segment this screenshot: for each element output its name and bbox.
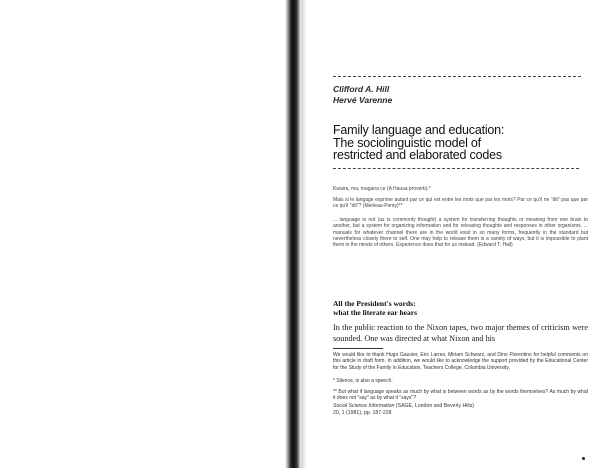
- book-spine: [285, 0, 301, 468]
- section-heading-line-2: what the literate ear hears: [333, 308, 418, 317]
- section-heading-line-1: All the President's words:: [333, 299, 416, 308]
- citation: [333, 403, 474, 417]
- footnote-1: * Silence, is also a speech.: [333, 378, 393, 384]
- author-1: Clifford A. Hill: [333, 84, 390, 94]
- section-heading: [333, 299, 417, 317]
- footnote-rule: [333, 348, 383, 349]
- top-rule: [333, 76, 581, 77]
- epigraph-french: Mais si le langage exprime autant par ce qui est entre les mots que par les mots? Par ce qu'il ne "dit" pas que par ce qu'il "dit"? (Merleau-Ponty)**: [333, 197, 588, 210]
- journal-publisher: (SAGE, London and Beverly Hills): [395, 403, 475, 409]
- author-2: Hervé Varenne: [333, 95, 393, 105]
- title-rule: [333, 168, 579, 169]
- journal-name: Social Science Information: [333, 403, 395, 409]
- footnote-2: ** But what if language speaks as much by what is between words as by the words themselves? As much by what it does not "say" as by what it "says"?: [333, 389, 588, 402]
- footnote-acknowledgement: We would like to thank Hugo Gauvier, Eric Larres, Miriam Schwarz, and Dino Florentino for helpful comments on this article in draft form. In addition, we would like to acknowledge the support provided by the Educational Center for the Study of the Family in Education, Teachers College, Columbia University.: [333, 352, 588, 371]
- title-line-3: restricted and elaborated codes: [333, 148, 502, 162]
- page-speck: [582, 457, 585, 460]
- epigraph-hausa: Kwaira, ma, magana ce (A Hausa proverb).*: [333, 186, 431, 192]
- epigraph-hall: ... language is not (as is commonly thought) a system for transferring thoughts or meaning from one brain to another, but a system for organizing information and for releasing thoughts and responses in other organisms. ... manuals for whatever channel there are in the world exist in so many forms, frequently in the standard but nevertheless closely there to self. One may help to release them is a variety of ways, but it is impossible to plant them in the minds of others. Experience does that for us instead. (Edward T. Hall): [333, 217, 588, 249]
- citation-details: 20, 1 (1981), pp. 187-228: [333, 409, 392, 416]
- article-title: [333, 124, 504, 162]
- body-paragraph: In the public reaction to the Nixon tapes, two major themes of criticism were sounded. One was directed at what Nixon and his: [333, 323, 588, 343]
- title-line-2: The sociolinguistic model of: [333, 135, 481, 150]
- citation-line-1: [333, 403, 474, 410]
- gutter-shadow: [301, 0, 307, 468]
- title-line-1: Family language and education:: [333, 123, 505, 137]
